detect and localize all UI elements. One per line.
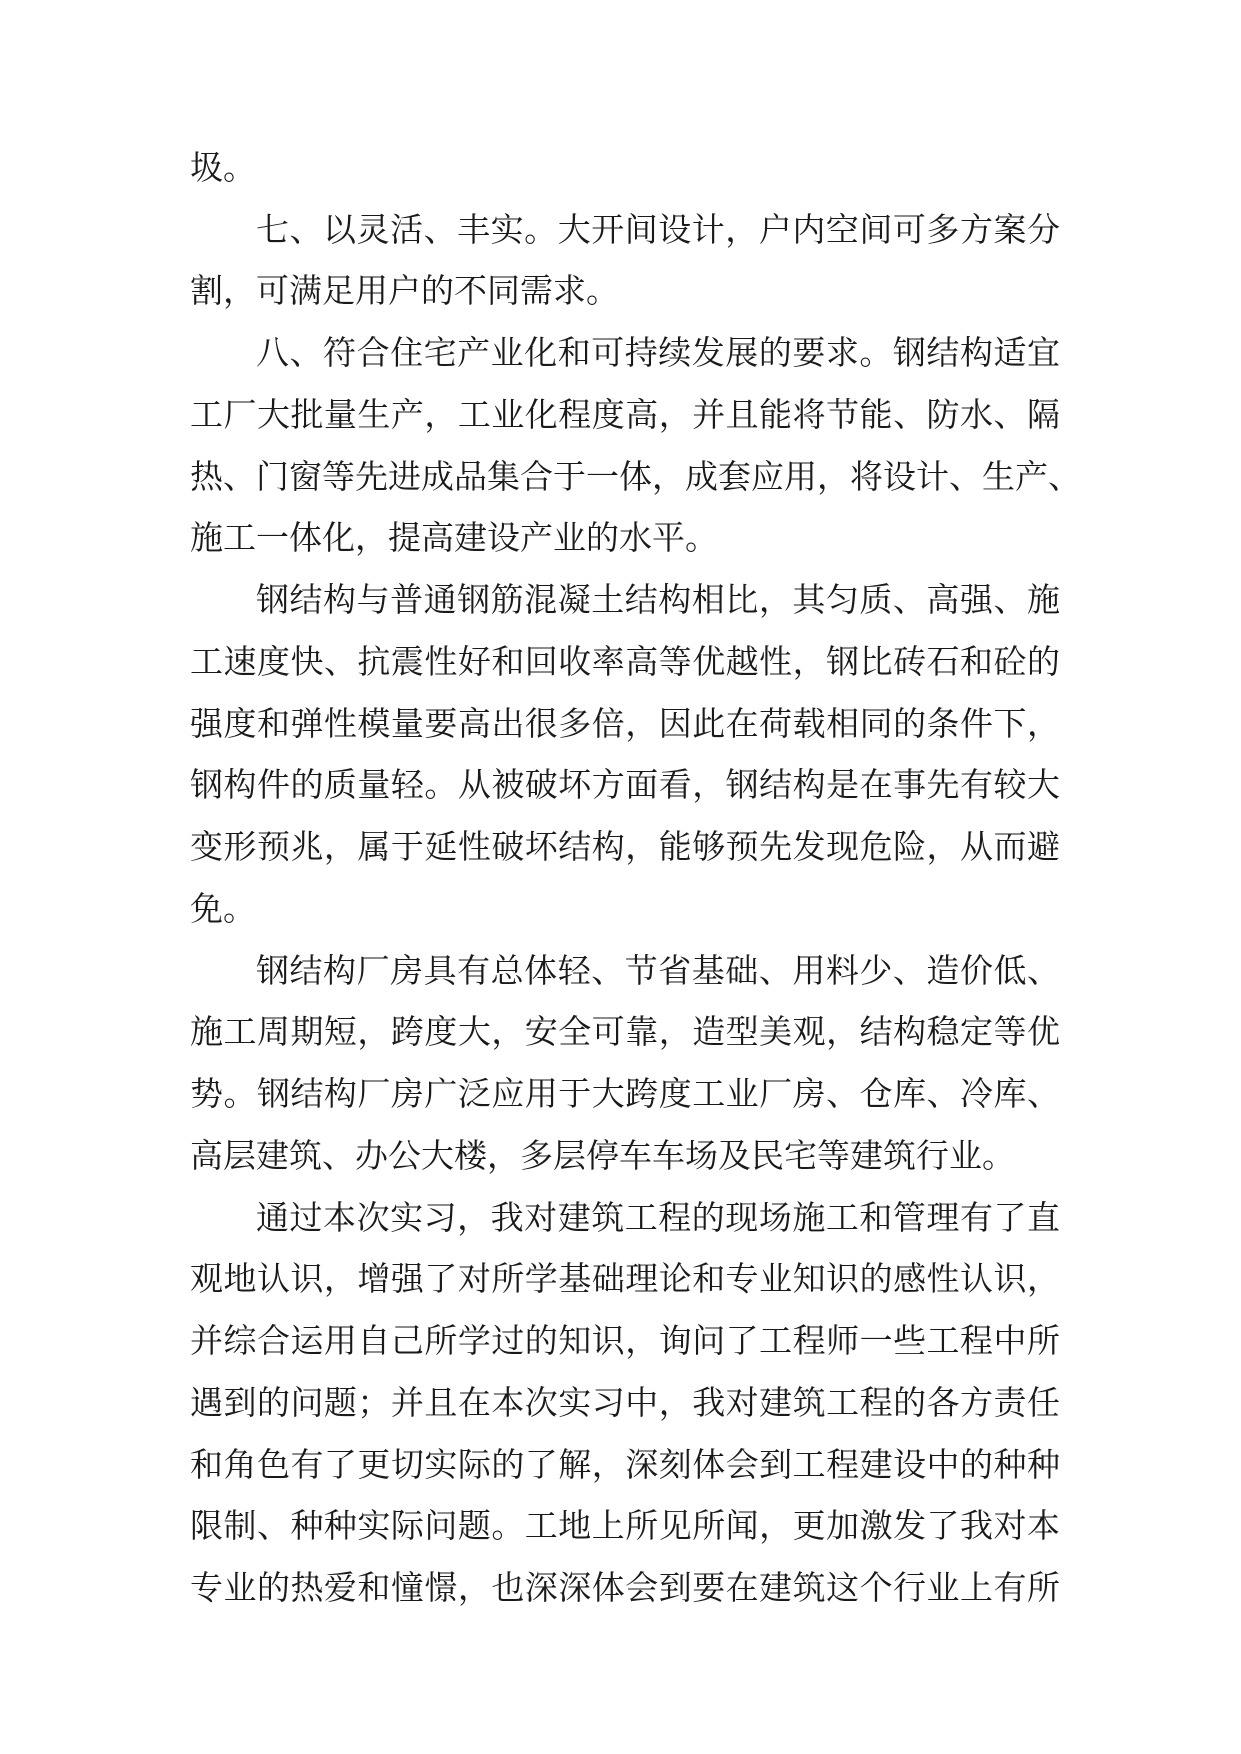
- paragraph-7-line-2: 割，可满足用户的不同需求。: [190, 271, 619, 310]
- paragraph-8-line-3: 热、门窗等先进成品集合于一体，成套应用，将设计、生产、: [190, 457, 1081, 496]
- paragraph-8-line-2: 工厂大批量生产，工业化程度高，并且能将节能、防水、隔: [190, 395, 1060, 434]
- paragraph-factory-line-4: 高层建筑、办公大楼，多层停车车场及民宅等建筑行业。: [190, 1136, 1015, 1175]
- paragraph-internship-line-7: 专业的热爱和憧憬，也深深体会到要在建筑这个行业上有所: [190, 1568, 1060, 1607]
- paragraph-factory-line-3: 势。钢结构厂房广泛应用于大跨度工业厂房、仓库、冷库、: [190, 1074, 1060, 1113]
- paragraph-8-line-4: 施工一体化，提高建设产业的水平。: [190, 518, 718, 557]
- paragraph-steel-line-2: 工速度快、抗震性好和回收率高等优越性，钢比砖石和砼的: [190, 642, 1060, 681]
- paragraph-steel-line-1: 钢结构与普通钢筋混凝土结构相比，其匀质、高强、施: [256, 580, 1060, 619]
- paragraph-internship-line-6: 限制、种种实际问题。工地上所见所闻，更加激发了我对本: [190, 1506, 1060, 1545]
- paragraph-steel-line-5: 变形预兆，属于延性破坏结构，能够预先发现危险，从而避: [190, 827, 1060, 866]
- paragraph-factory-line-2: 施工周期短，跨度大，安全可靠，造型美观，结构稳定等优: [190, 1012, 1060, 1051]
- paragraph-factory-line-1: 钢结构厂房具有总体轻、节省基础、用料少、造价低、: [256, 951, 1060, 990]
- paragraph-internship-line-2: 观地认识，增强了对所学基础理论和专业知识的感性认识，: [190, 1259, 1060, 1298]
- paragraph-internship-line-4: 遇到的问题；并且在本次实习中，我对建筑工程的各方责任: [190, 1383, 1060, 1422]
- paragraph-internship-line-1: 通过本次实习，我对建筑工程的现场施工和管理有了直: [256, 1198, 1060, 1237]
- paragraph-internship-line-3: 并综合运用自己所学过的知识，询问了工程师一些工程中所: [190, 1321, 1060, 1360]
- text-line: 圾。: [190, 148, 256, 187]
- paragraph-8-line-1: 八、符合住宅产业化和可持续发展的要求。钢结构适宜: [256, 333, 1060, 372]
- paragraph-7-line-1: 七、以灵活、丰实。大开间设计，户内空间可多方案分: [256, 210, 1060, 249]
- paragraph-steel-line-3: 强度和弹性模量要高出很多倍，因此在荷载相同的条件下，: [190, 704, 1060, 743]
- paragraph-steel-line-4: 钢构件的质量轻。从被破坏方面看，钢结构是在事先有较大: [190, 765, 1060, 804]
- paragraph-steel-line-6: 免。: [190, 889, 256, 928]
- paragraph-internship-line-5: 和角色有了更切实际的了解，深刻体会到工程建设中的种种: [190, 1445, 1060, 1484]
